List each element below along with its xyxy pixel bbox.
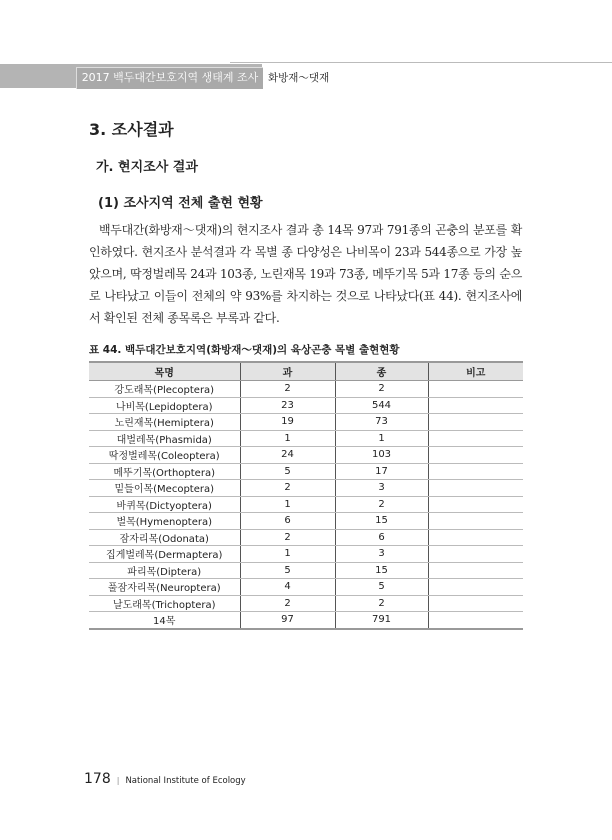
table-cell (428, 397, 523, 414)
heading-3: (1) 조사지역 전체 출현 현황 (98, 196, 263, 211)
table-cell (428, 480, 523, 497)
table-cell (428, 430, 523, 447)
table-cell: 강도래목(Plecoptera) (89, 381, 240, 398)
table-cell: 97 (240, 612, 335, 629)
table-cell: 풀잠자리목(Neuroptera) (89, 579, 240, 596)
table-cell: 벌목(Hymenoptera) (89, 513, 240, 530)
table-row (89, 496, 523, 513)
table-cell: 밑들이목(Mecoptera) (89, 480, 240, 497)
table-cell: 2 (240, 381, 335, 398)
column-header: 과 (240, 362, 335, 381)
table-row (89, 595, 523, 612)
table-cell: 1 (240, 546, 335, 563)
section-title: 화방재～댓재 (268, 72, 330, 84)
table-cell: 24 (240, 447, 335, 464)
table-row (89, 513, 523, 530)
table-cell: 2 (240, 595, 335, 612)
insect-order-table (89, 361, 523, 630)
table-cell: 5 (240, 562, 335, 579)
table-cell: 2 (335, 595, 428, 612)
table-cell: 5 (335, 579, 428, 596)
table-cell: 2 (240, 529, 335, 546)
table-cell: 14목 (89, 612, 240, 629)
table-row (89, 546, 523, 563)
body-paragraph: 백두대간(화방재～댓재)의 현지조사 결과 총 14목 97과 791종의 곤충의 분포를 확인하였다. 현지조사 분석결과 각 목별 종 다양성은 나비목이 23과 544종으로 가장 높았으며, 딱정벌레목 24과 103종, 노린재목 19과 73종, 메뚜기목 5과 17종 등의 순으로 나타났고 이들이 전체의 약 93%를 차지하는 것으로 나타났다(표 44). 현지조사에서 확인된 전체 종목록은 부록과 같다. (89, 223, 522, 325)
table-row (89, 562, 523, 579)
series-title: 2017 백두대간보호지역 생태계 조사 (76, 67, 263, 89)
table-cell: 544 (335, 397, 428, 414)
table-cell: 15 (335, 513, 428, 530)
table-row (89, 447, 523, 464)
table-row (89, 579, 523, 596)
table-cell: 2 (240, 480, 335, 497)
table-cell: 5 (240, 463, 335, 480)
column-header: 종 (335, 362, 428, 381)
footer-separator: | (116, 776, 120, 785)
table-cell: 파리목(Diptera) (89, 562, 240, 579)
table-cell: 나비목(Lepidoptera) (89, 397, 240, 414)
table-cell: 메뚜기목(Orthoptera) (89, 463, 240, 480)
table-cell: 3 (335, 546, 428, 563)
page-footer (84, 771, 246, 787)
table-cell: 집게벌레목(Dermaptera) (89, 546, 240, 563)
table-row (89, 381, 523, 398)
table-cell (428, 546, 523, 563)
table-cell: 73 (335, 414, 428, 431)
table-row (89, 480, 523, 497)
table-row (89, 463, 523, 480)
table-caption: 표 44. 백두대간보호지역(화방재～댓재)의 육상곤충 목별 출현현황 (89, 344, 400, 356)
table-cell: 19 (240, 414, 335, 431)
table-cell (428, 463, 523, 480)
table-cell (428, 579, 523, 596)
table-header-row (89, 362, 523, 381)
table-cell: 3 (335, 480, 428, 497)
table-cell (428, 529, 523, 546)
table-cell: 6 (335, 529, 428, 546)
table-cell (428, 612, 523, 629)
table-cell: 노린재목(Hemiptera) (89, 414, 240, 431)
table-cell: 103 (335, 447, 428, 464)
footer-organization: National Institute of Ecology (125, 776, 246, 786)
table-row (89, 529, 523, 546)
table-row (89, 397, 523, 414)
table-row (89, 430, 523, 447)
table-cell: 1 (240, 430, 335, 447)
table-row (89, 612, 523, 629)
table-cell: 1 (335, 430, 428, 447)
table-cell (428, 447, 523, 464)
table-row (89, 414, 523, 431)
table-cell (428, 513, 523, 530)
page-number: 178 (84, 771, 111, 787)
table-cell (428, 562, 523, 579)
table-cell: 15 (335, 562, 428, 579)
table-cell: 1 (240, 496, 335, 513)
table-cell: 대벌레목(Phasmida) (89, 430, 240, 447)
column-header: 비고 (428, 362, 523, 381)
heading-2: 가. 현지조사 결과 (96, 160, 198, 175)
table-cell: 바퀴목(Dictyoptera) (89, 496, 240, 513)
table-cell: 17 (335, 463, 428, 480)
column-header: 목명 (89, 362, 240, 381)
table-cell: 791 (335, 612, 428, 629)
table-cell: 2 (335, 381, 428, 398)
header-rule (230, 62, 612, 63)
table-cell: 날도래목(Trichoptera) (89, 595, 240, 612)
table-cell (428, 496, 523, 513)
table-cell: 2 (335, 496, 428, 513)
table-cell: 6 (240, 513, 335, 530)
table-cell: 딱정벌레목(Coleoptera) (89, 447, 240, 464)
table-cell: 4 (240, 579, 335, 596)
heading-1: 3. 조사결과 (89, 120, 174, 139)
table-cell: 잠자리목(Odonata) (89, 529, 240, 546)
table-cell (428, 595, 523, 612)
table-cell (428, 381, 523, 398)
table-cell: 23 (240, 397, 335, 414)
table-cell (428, 414, 523, 431)
